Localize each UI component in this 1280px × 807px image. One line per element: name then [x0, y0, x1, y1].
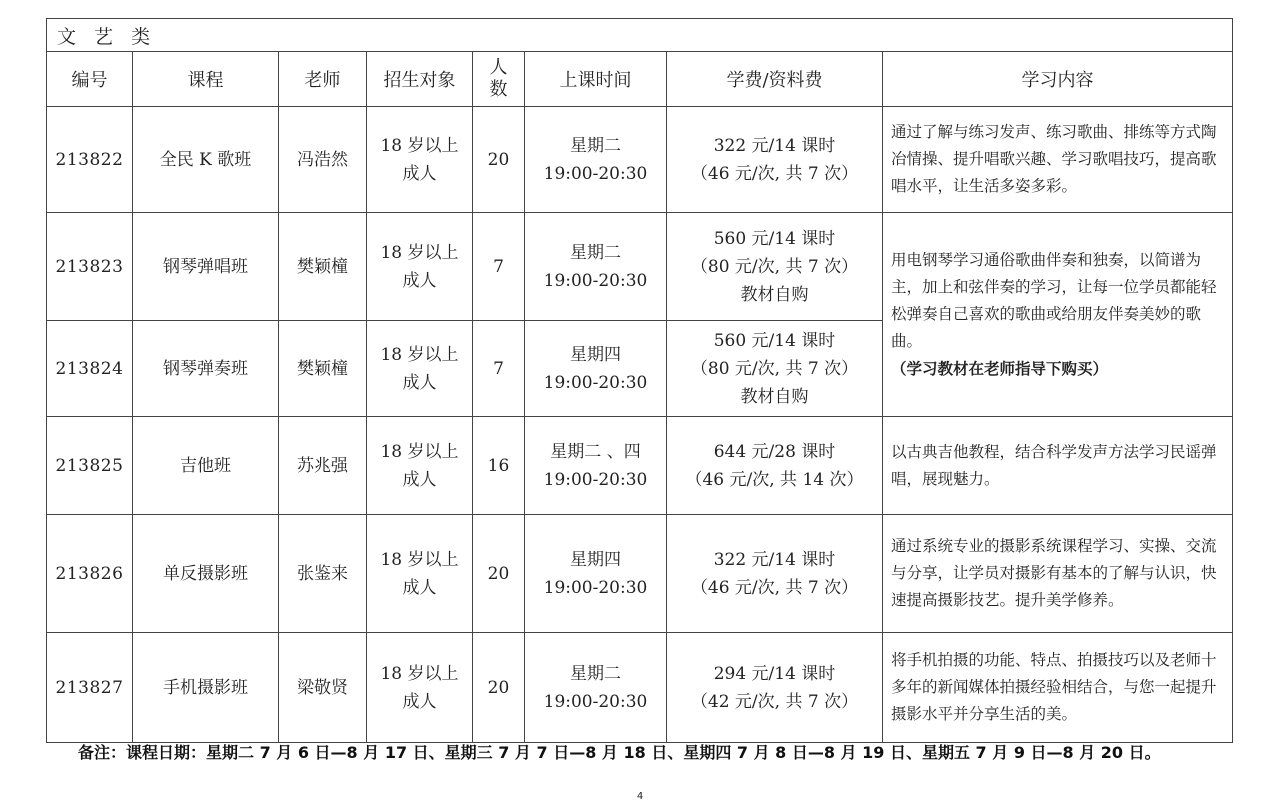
- teacher-name: 樊颖橦: [279, 321, 367, 417]
- course-table: [46, 18, 1233, 743]
- fee-total: 322 元/14 课时: [713, 549, 836, 570]
- teacher-name: 樊颖橦: [279, 213, 367, 321]
- header-count-line1: 人: [489, 57, 508, 78]
- fee-materials: 教材自购: [740, 284, 809, 305]
- fee-cell: [667, 633, 883, 743]
- teacher-name: 冯浩然: [279, 107, 367, 213]
- time-range: 19:00-20:30: [543, 577, 648, 598]
- time-day: 星期二: [570, 135, 621, 156]
- time-range: 19:00-20:30: [543, 372, 648, 393]
- fee-total: 644 元/28 课时: [713, 441, 836, 462]
- header-target: 招生对象: [367, 52, 473, 107]
- teacher-name: 张鉴来: [279, 515, 367, 633]
- time-cell: [525, 417, 667, 515]
- time-range: 19:00-20:30: [543, 163, 648, 184]
- piano-description: 用电钢琴学习通俗歌曲伴奏和独奏，以简谱为主，加上和弦伴奏的学习，让每一位学员都能轻松弹奏自己喜欢的歌曲或给朋友伴奏美妙的歌曲。: [891, 251, 1217, 350]
- header-teacher: 老师: [279, 52, 367, 107]
- fee-cell: [667, 213, 883, 321]
- fee-cell: [667, 417, 883, 515]
- course-name: 钢琴弹唱班: [133, 213, 279, 321]
- fee-per-class: （80 元/次, 共 7 次）: [690, 256, 859, 277]
- target-line: 成人: [402, 469, 437, 490]
- course-code: 213823: [47, 213, 133, 321]
- course-sheet: [46, 18, 1232, 743]
- course-name: 吉他班: [133, 417, 279, 515]
- time-range: 19:00-20:30: [543, 691, 648, 712]
- course-name: 单反摄影班: [133, 515, 279, 633]
- fee-per-class: （46 元/次, 共 7 次）: [690, 577, 859, 598]
- enrollment-count: 20: [473, 515, 525, 633]
- target-line: 成人: [402, 577, 437, 598]
- header-course: 课程: [133, 52, 279, 107]
- header-count-line2: 数: [489, 79, 508, 100]
- time-day: 星期四: [570, 549, 621, 570]
- target-line: 18 岁以上: [380, 242, 459, 263]
- target-line: 成人: [402, 270, 437, 291]
- time-cell: [525, 321, 667, 417]
- fee-total: 322 元/14 课时: [713, 135, 836, 156]
- time-day: 星期四: [570, 344, 621, 365]
- course-description: 通过了解与练习发声、练习歌曲、排练等方式陶冶情操、提升唱歌兴趣、学习歌唱技巧，提高歌唱水平，让生活多姿多彩。: [883, 107, 1233, 213]
- course-description: 通过系统专业的摄影系统课程学习、实操、交流与分享，让学员对摄影有基本的了解与认识，快速提高摄影技艺。提升美学修养。: [883, 515, 1233, 633]
- page-number: 4: [636, 791, 644, 802]
- table-row: [47, 633, 1233, 743]
- target-line: 18 岁以上: [380, 663, 459, 684]
- course-name: 全民 K 歌班: [133, 107, 279, 213]
- time-cell: [525, 107, 667, 213]
- course-code: 213827: [47, 633, 133, 743]
- target-line: 18 岁以上: [380, 135, 459, 156]
- target-line: 成人: [402, 691, 437, 712]
- table-row: [47, 107, 1233, 213]
- time-day: 星期二: [570, 242, 621, 263]
- header-row: [47, 52, 1233, 107]
- time-range: 19:00-20:30: [543, 469, 648, 490]
- target-cell: [367, 417, 473, 515]
- time-range: 19:00-20:30: [543, 270, 648, 291]
- teacher-name: 苏兆强: [279, 417, 367, 515]
- section-title: 文 艺 类: [47, 19, 1233, 52]
- target-line: 18 岁以上: [380, 441, 459, 462]
- time-cell: [525, 515, 667, 633]
- fee-cell: [667, 321, 883, 417]
- time-day: 星期二 、四: [550, 441, 641, 462]
- enrollment-count: 7: [473, 321, 525, 417]
- fee-total: 294 元/14 课时: [713, 663, 836, 684]
- teacher-name: 梁敬贤: [279, 633, 367, 743]
- table-row: [47, 417, 1233, 515]
- target-cell: [367, 633, 473, 743]
- course-description: 将手机拍摄的功能、特点、拍摄技巧以及老师十多年的新闻媒体拍摄经验相结合，与您一起提升摄影水平并分享生活的美。: [883, 633, 1233, 743]
- piano-materials-note: （学习教材在老师指导下购买）: [891, 359, 1109, 378]
- header-content: 学习内容: [883, 52, 1233, 107]
- header-fee: 学费/资料费: [667, 52, 883, 107]
- course-name: 钢琴弹奏班: [133, 321, 279, 417]
- fee-total: 560 元/14 课时: [713, 330, 836, 351]
- table-row: [47, 213, 1233, 321]
- time-cell: [525, 213, 667, 321]
- target-cell: [367, 515, 473, 633]
- fee-cell: [667, 107, 883, 213]
- course-name: 手机摄影班: [133, 633, 279, 743]
- header-time: 上课时间: [525, 52, 667, 107]
- target-cell: [367, 321, 473, 417]
- target-line: 18 岁以上: [380, 549, 459, 570]
- enrollment-count: 20: [473, 107, 525, 213]
- time-cell: [525, 633, 667, 743]
- table-row: [47, 515, 1233, 633]
- target-line: 18 岁以上: [380, 344, 459, 365]
- fee-per-class: （80 元/次, 共 7 次）: [690, 358, 859, 379]
- header-code: 编号: [47, 52, 133, 107]
- course-code: 213825: [47, 417, 133, 515]
- target-line: 成人: [402, 372, 437, 393]
- target-cell: [367, 213, 473, 321]
- enrollment-count: 7: [473, 213, 525, 321]
- enrollment-count: 16: [473, 417, 525, 515]
- header-count: [473, 52, 525, 107]
- fee-cell: [667, 515, 883, 633]
- course-code: 213824: [47, 321, 133, 417]
- target-line: 成人: [402, 163, 437, 184]
- fee-materials: 教材自购: [740, 386, 809, 407]
- fee-per-class: （46 元/次, 共 14 次）: [685, 469, 864, 490]
- fee-total: 560 元/14 课时: [713, 228, 836, 249]
- target-cell: [367, 107, 473, 213]
- enrollment-count: 20: [473, 633, 525, 743]
- time-day: 星期二: [570, 663, 621, 684]
- fee-per-class: （42 元/次, 共 7 次）: [690, 691, 859, 712]
- course-description: 以古典吉他教程，结合科学发声方法学习民谣弹唱，展现魅力。: [883, 417, 1233, 515]
- course-description-piano: [883, 213, 1233, 417]
- footer-note: 备注：课程日期：星期二 7 月 6 日—8 月 17 日、星期三 7 月 7 日—8 月 18 日、星期四 7 月 8 日—8 月 19 日、星期五 7 月 9 日—8 月 20 日。: [78, 743, 1161, 762]
- course-code: 213826: [47, 515, 133, 633]
- fee-per-class: （46 元/次, 共 7 次）: [690, 163, 859, 184]
- course-code: 213822: [47, 107, 133, 213]
